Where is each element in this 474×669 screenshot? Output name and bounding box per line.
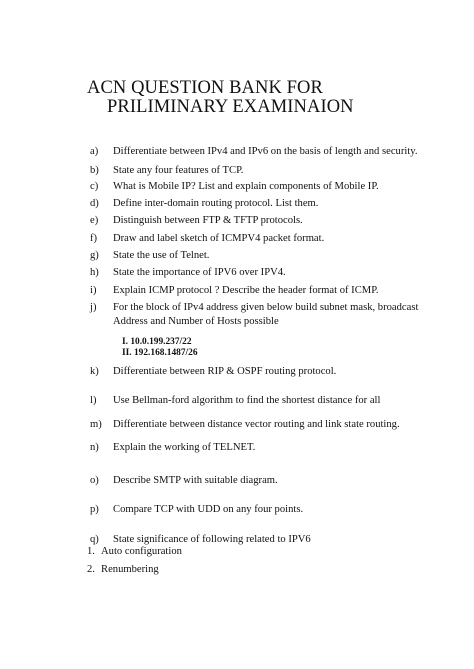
question-letter: g) xyxy=(90,250,99,261)
address-item-1: I. 10.0.199.237/22 xyxy=(122,337,192,347)
question-text: State any four features of TCP. xyxy=(113,165,244,176)
question-text: State the importance of IPV6 over IPV4. xyxy=(113,267,286,278)
item-number: 1. xyxy=(87,546,95,557)
question-letter: j) xyxy=(90,302,97,313)
question-letter: i) xyxy=(90,285,97,296)
question-text: Describe SMTP with suitable diagram. xyxy=(113,475,278,486)
question-letter: q) xyxy=(90,534,99,545)
question-letter: n) xyxy=(90,442,99,453)
question-text: Explain the working of TELNET. xyxy=(113,442,256,453)
question-text: Differentiate between IPv4 and IPv6 on the basis of length and security. xyxy=(113,146,418,157)
question-text: Use Bellman-ford algorithm to find the shortest distance for all xyxy=(113,395,381,406)
question-text: State the use of Telnet. xyxy=(113,250,210,261)
question-letter: e) xyxy=(90,215,99,226)
question-text: State significance of following related to IPV6 xyxy=(113,534,311,545)
item-text: Renumbering xyxy=(101,564,159,575)
question-letter: a) xyxy=(90,146,99,157)
question-letter: c) xyxy=(90,181,99,192)
question-letter: l) xyxy=(90,395,97,406)
question-letter: f) xyxy=(90,233,98,244)
title-line-1: ACN QUESTION BANK FOR xyxy=(87,78,323,98)
item-number: 2. xyxy=(87,564,95,575)
question-text: Distinguish between FTP & TFTP protocols. xyxy=(113,215,303,226)
question-letter: h) xyxy=(90,267,99,278)
question-text: For the block of IPv4 address given below build subnet mask, broadcast Address and Number of Hosts possible xyxy=(113,302,419,327)
address-item-2: II. 192.168.1487/26 xyxy=(122,348,198,358)
page-title xyxy=(87,79,354,117)
question-text: Differentiate between distance vector routing and link state routing. xyxy=(113,419,400,430)
question-letter: b) xyxy=(90,165,99,176)
question-text: What is Mobile IP? List and explain components of Mobile IP. xyxy=(113,181,379,192)
question-text: Differentiate between RIP & OSPF routing protocol. xyxy=(113,366,337,377)
question-text: Explain ICMP protocol ? Describe the header format of ICMP. xyxy=(113,285,379,296)
question-letter: m) xyxy=(90,419,102,430)
question-text: Compare TCP with UDD on any four points. xyxy=(113,504,304,515)
title-line-2: PRILIMINARY EXAMINAION xyxy=(107,97,354,117)
question-letter: o) xyxy=(90,475,99,486)
question-letter: k) xyxy=(90,366,99,377)
question-text: Draw and label sketch of ICMPV4 packet format. xyxy=(113,233,325,244)
question-text: Define inter-domain routing protocol. List them. xyxy=(113,198,319,209)
item-text: Auto configuration xyxy=(101,546,182,557)
question-letter: p) xyxy=(90,504,99,515)
question-letter: d) xyxy=(90,198,99,209)
